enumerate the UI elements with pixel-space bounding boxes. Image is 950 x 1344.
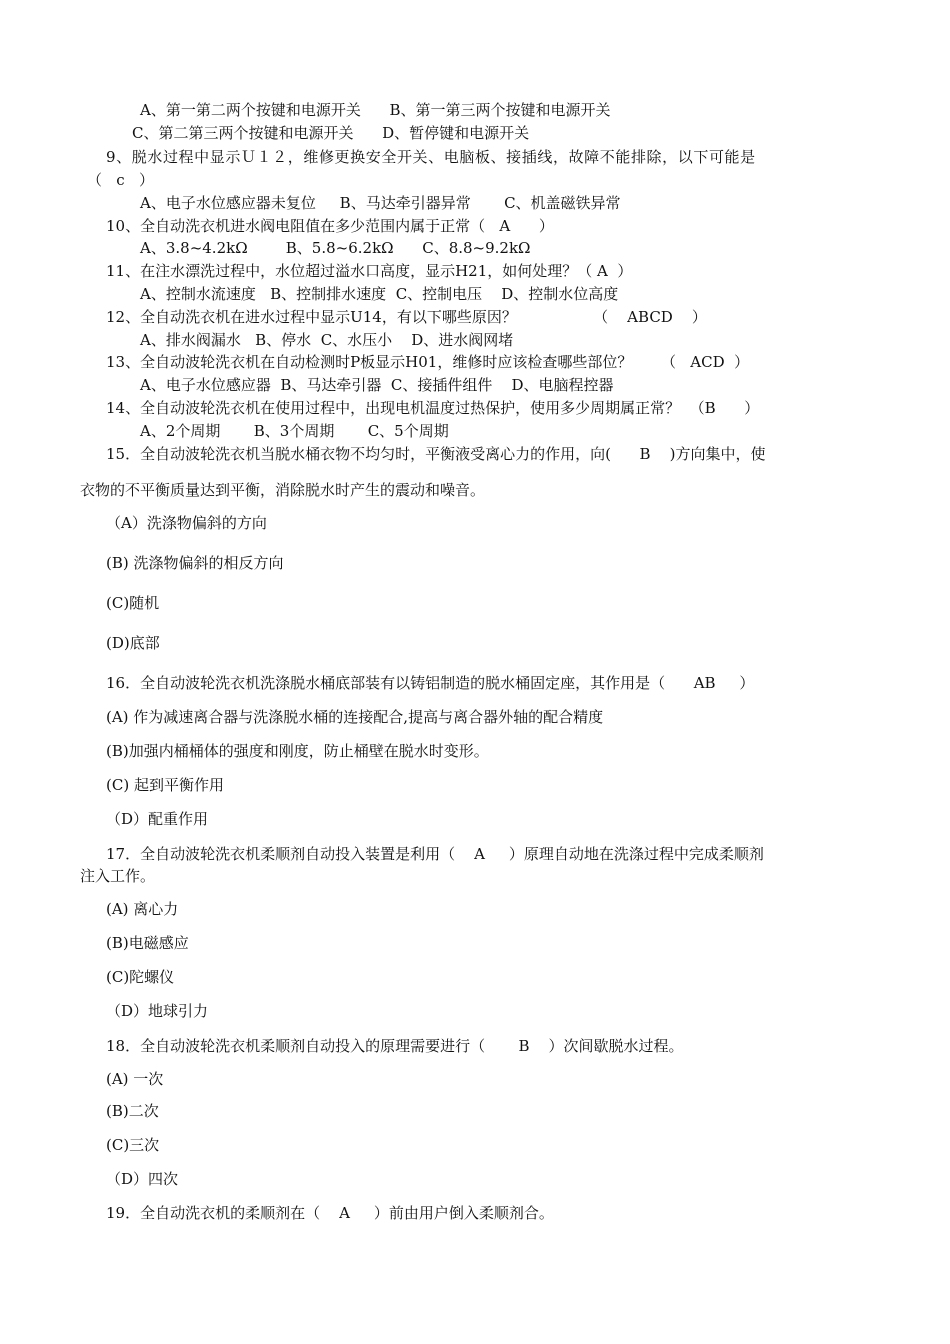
q15-option-b: (B) 洗涤物偏斜的相反方向 [106, 554, 284, 572]
q18-stem: 18．全自动波轮洗衣机柔顺剂自动投入的原理需要进行（ B ）次间歇脱水过程。 [106, 1037, 684, 1055]
q11-options: A、控制水流速度 B、控制排水速度 C、控制电压 D、控制水位高度 [140, 285, 619, 303]
q14-options: A、2个周期 B、3个周期 C、5个周期 [140, 422, 449, 440]
q17-option-c: (C)陀螺仪 [106, 968, 175, 986]
q15-stem-line2: 衣物的不平衡质量达到平衡，消除脱水时产生的震动和噪音。 [80, 481, 486, 499]
q8-options-row2: C、第二第三两个按键和电源开关 D、暂停键和电源开关 [132, 124, 530, 142]
q12-stem: 12、全自动洗衣机在进水过程中显示U14，有以下哪些原因？ （ ABCD ） [106, 308, 707, 326]
q16-option-d: （D）配重作用 [106, 810, 209, 828]
q8-options-row1: A、第一第二两个按键和电源开关 B、第一第三两个按键和电源开关 [140, 101, 611, 119]
q17-option-a: (A) 离心力 [106, 900, 179, 918]
q19-stem: 19．全自动洗衣机的柔顺剂在（ A ）前由用户倒入柔顺剂合。 [106, 1204, 554, 1222]
q9-stem-line2: （ c ） [87, 171, 155, 189]
q16-option-b: (B)加强内桶桶体的强度和刚度，防止桶壁在脱水时变形。 [106, 742, 489, 760]
q17-option-d: （D）地球引力 [106, 1002, 209, 1020]
q16-option-c: (C) 起到平衡作用 [106, 776, 224, 794]
q12-options: A、排水阀漏水 B、停水 C、水压小 D、进水阀网堵 [140, 331, 514, 349]
q15-option-d: (D)底部 [106, 634, 160, 652]
q16-option-a: (A) 作为减速离合器与洗涤脱水桶的连接配合,提高与离合器外轴的配合精度 [106, 708, 604, 726]
q13-stem: 13、全自动波轮洗衣机在自动检测时P板显示H01，维修时应该检查哪些部位？ （ ACD ） [106, 353, 750, 371]
q16-stem: 16．全自动波轮洗衣机洗涤脱水桶底部装有以铸铝制造的脱水桶固定座，其作用是（ AB ） [106, 674, 755, 692]
q14-stem: 14、全自动波轮洗衣机在使用过程中，出现电机温度过热保护，使用多少周期属正常？ （B ） [106, 399, 760, 417]
q10-stem: 10、全自动洗衣机进水阀电阻值在多少范围内属于正常（ A ） [106, 217, 554, 235]
q15-stem-line1: 15．全自动波轮洗衣机当脱水桶衣物不均匀时，平衡液受离心力的作用，向( B )方向集中，使 [106, 445, 766, 463]
q11-stem: 11、在注水漂洗过程中，水位超过溢水口高度，显示H21，如何处理？（ A ） [106, 262, 633, 280]
q17-option-b: (B)电磁感应 [106, 934, 189, 952]
q15-option-a: （A）洗涤物偏斜的方向 [106, 514, 267, 532]
q15-option-c: (C)随机 [106, 594, 160, 612]
q9-options: A、电子水位感应器未复位 B、马达牵引器异常 C、机盖磁铁异常 [140, 194, 621, 212]
q18-option-c: (C)三次 [106, 1136, 160, 1154]
q18-option-a: (A) 一次 [106, 1070, 164, 1088]
q17-stem-line2: 注入工作。 [80, 867, 156, 885]
q18-option-b: (B)二次 [106, 1102, 159, 1120]
q17-stem-line1: 17．全自动波轮洗衣机柔顺剂自动投入装置是利用（ A ）原理自动地在洗涤过程中完成柔顺剂 [106, 845, 764, 863]
q9-stem-line1: 9、脱水过程中显示Ｕ１２，维修更换安全开关、电脑板、接插线，故障不能排除，以下可能是 [106, 148, 756, 166]
q18-option-d: （D）四次 [106, 1170, 179, 1188]
q13-options: A、电子水位感应器 B、马达牵引器 C、接插件组件 D、电脑程控器 [140, 376, 614, 394]
q10-options: A、3.8~4.2kΩ B、5.8~6.2kΩ C、8.8~9.2kΩ [140, 239, 531, 257]
